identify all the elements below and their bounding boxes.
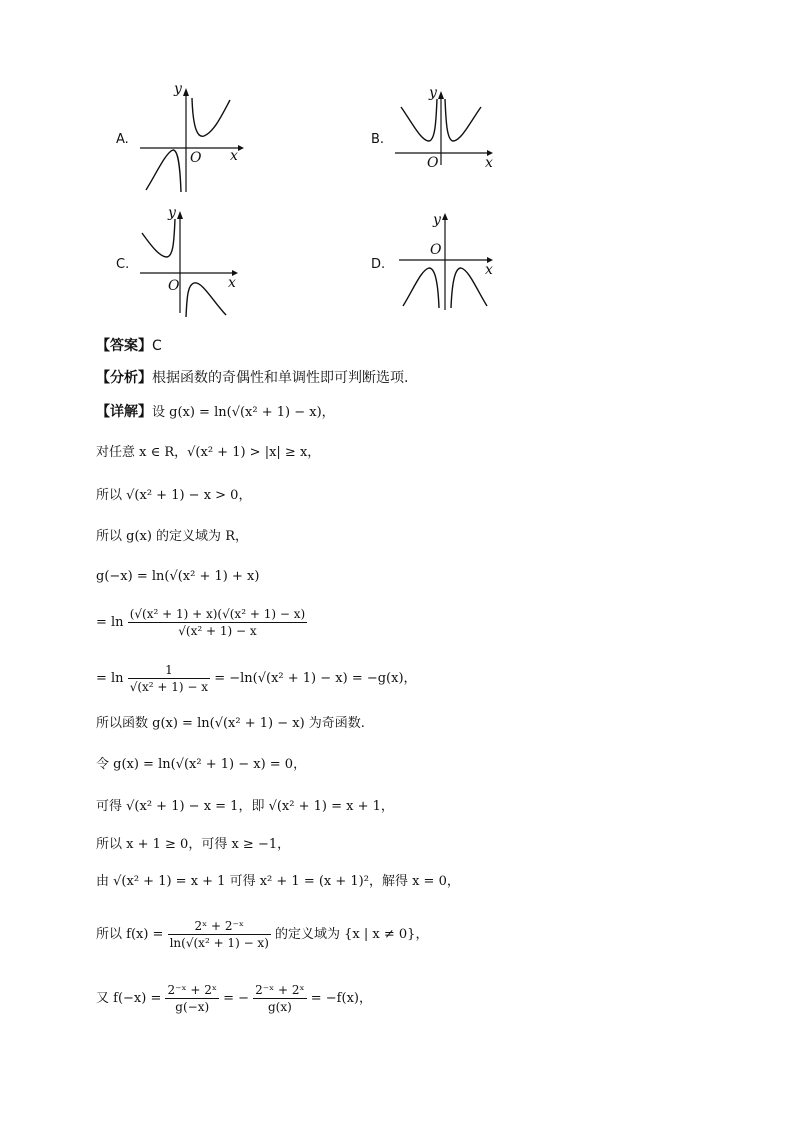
- detail-line-1: 对任意 x ∈ R，√(x² + 1) > |x| ≥ x，: [96, 445, 321, 460]
- fraction-3: [168, 918, 271, 951]
- fraction-5: [253, 982, 306, 1015]
- fraction-3-denominator: ln(√(x² + 1) − x): [169, 936, 269, 950]
- option-b-svg: [395, 85, 505, 170]
- detail-line-2: 所以 √(x² + 1) − x > 0，: [96, 488, 252, 503]
- y-axis-arrow: [442, 213, 448, 220]
- origin-label: O: [190, 150, 202, 166]
- option-b-label: B.: [371, 132, 385, 147]
- option-d-label: D.: [371, 257, 386, 272]
- option-b-graph: [395, 85, 505, 170]
- answer-line: [96, 336, 162, 356]
- x-label: x: [485, 155, 493, 171]
- curve-left: [401, 99, 437, 141]
- detail-line-9: 可得 √(x² + 1) − x = 1，即 √(x² + 1) = x + 1，: [96, 799, 394, 814]
- answer-value: C: [152, 338, 162, 354]
- curve-right: [192, 98, 230, 136]
- curve-left: [142, 219, 175, 257]
- curve-right: [445, 99, 481, 141]
- detail-line-4: g(−x) = ln(√(x² + 1) + x): [96, 569, 260, 584]
- fraction-5-tail: = −f(x)，: [310, 991, 372, 1006]
- fraction-2-numerator: 1: [128, 662, 210, 679]
- y-axis-arrow: [438, 91, 444, 99]
- option-c-graph: [140, 205, 250, 320]
- y-label: y: [429, 85, 437, 101]
- fraction-5-numerator: 2⁻ˣ + 2ˣ: [255, 983, 305, 997]
- fraction-3-tail: 的定义域为 {x | x ≠ 0}，: [275, 927, 429, 942]
- detail-line-12: [96, 918, 428, 951]
- x-label: x: [228, 275, 236, 291]
- curve-right: [186, 283, 226, 317]
- answer-tag: 【答案】: [96, 338, 152, 354]
- curve-right: [451, 268, 487, 308]
- detail-text-6: = ln: [96, 671, 124, 686]
- option-a-graph: [140, 80, 250, 195]
- detail-tag: 【详解】: [96, 404, 152, 420]
- fraction-1-denominator: √(x² + 1) − x: [178, 624, 257, 638]
- y-label: y: [174, 81, 182, 97]
- detail-line-7: 所以函数 g(x) = ln(√(x² + 1) − x) 为奇函数.: [96, 716, 365, 731]
- y-label: y: [433, 212, 441, 228]
- origin-label: O: [168, 278, 180, 294]
- fraction-4-numerator: 2⁻ˣ + 2ˣ: [167, 983, 217, 997]
- analysis-text: 根据函数的奇偶性和单调性即可判断选项.: [152, 370, 409, 386]
- detail-text-0: 设 g(x) = ln(√(x² + 1) − x)，: [152, 405, 335, 420]
- y-label: y: [168, 205, 176, 221]
- detail-line-13: [96, 982, 372, 1015]
- detail-line-11: 由 √(x² + 1) = x + 1 可得 x² + 1 = (x + 1)²，解得 x = 0，: [96, 874, 460, 889]
- curve-left: [403, 268, 439, 308]
- detail-line-6: [96, 662, 417, 695]
- detail-text-13: 又 f(−x) =: [96, 991, 162, 1006]
- option-d-svg: [395, 210, 505, 315]
- curve-left: [146, 150, 181, 192]
- fraction-4-denominator: g(−x): [175, 1000, 210, 1014]
- detail-text-5: = ln: [96, 615, 124, 630]
- detail-line-5: [96, 606, 307, 639]
- x-label: x: [485, 262, 493, 278]
- option-c-label: C.: [116, 257, 130, 272]
- detail-line-0: [96, 402, 335, 423]
- x-label: x: [230, 148, 238, 164]
- y-axis-arrow: [183, 88, 189, 96]
- option-c-svg: [140, 205, 250, 320]
- detail-line-3: 所以 g(x) 的定义域为 R，: [96, 529, 248, 544]
- fraction-3-numerator: 2ˣ + 2⁻ˣ: [168, 918, 271, 935]
- fraction-1-numerator: (√(x² + 1) + x)(√(x² + 1) − x): [129, 607, 306, 621]
- fraction-1: [128, 606, 307, 639]
- option-d-graph: [395, 210, 505, 315]
- fraction-4-mid: = −: [223, 991, 250, 1006]
- fraction-2: [128, 662, 210, 695]
- detail-line-10: 所以 x + 1 ≥ 0，可得 x ≥ −1，: [96, 837, 291, 852]
- origin-label: O: [430, 242, 442, 258]
- option-a-svg: [140, 80, 250, 195]
- fraction-4: [165, 982, 218, 1015]
- x-axis-arrow: [238, 145, 244, 151]
- analysis-line: [96, 368, 408, 388]
- fraction-2-tail: = −ln(√(x² + 1) − x) = −g(x)，: [214, 671, 417, 686]
- analysis-tag: 【分析】: [96, 370, 152, 386]
- option-a-label: A.: [116, 132, 129, 147]
- detail-line-8: 令 g(x) = ln(√(x² + 1) − x) = 0，: [96, 757, 307, 772]
- origin-label: O: [427, 155, 439, 171]
- y-axis-arrow: [177, 211, 183, 219]
- detail-text-12: 所以 f(x) =: [96, 927, 164, 942]
- fraction-2-denominator: √(x² + 1) − x: [129, 680, 209, 694]
- fraction-5-denominator: g(x): [267, 1000, 292, 1014]
